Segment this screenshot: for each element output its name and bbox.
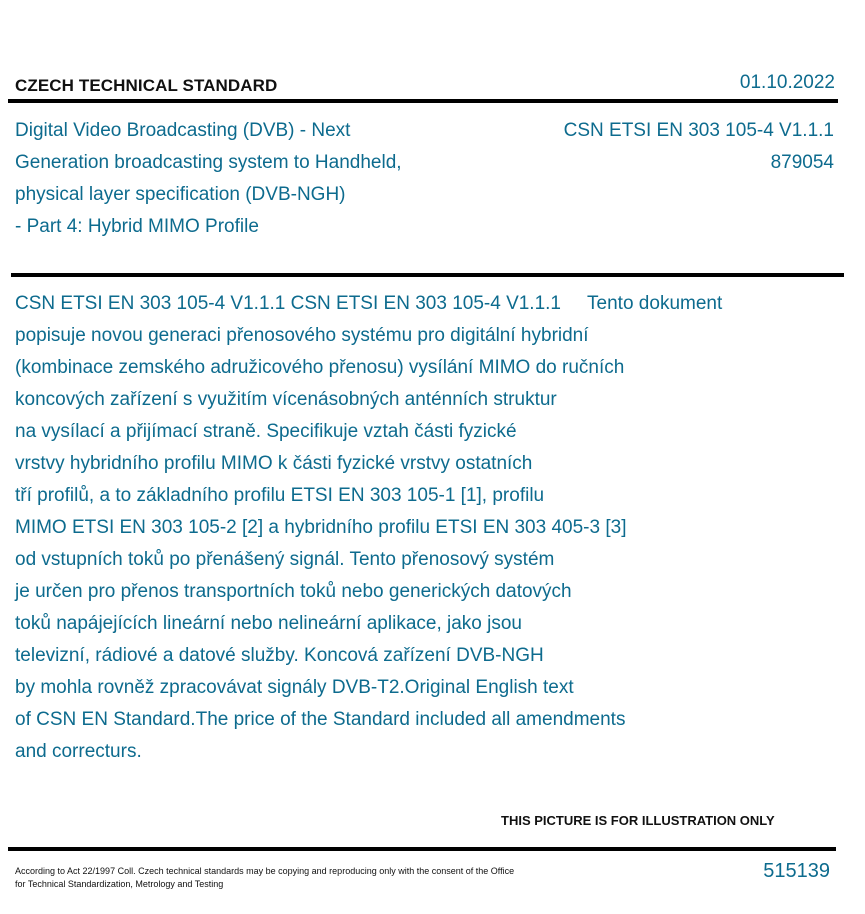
abstract-line: televizní, rádiové a datové služby. Koncová zařízení DVB-NGH xyxy=(15,645,544,666)
standard-title xyxy=(15,115,485,243)
abstract-line: od vstupních toků po přenášený signál. Tento přenosový systém xyxy=(15,549,555,570)
abstract-line: by mohla rovněž zpracovávat signály DVB-T2.Original English text xyxy=(15,677,574,698)
publication-date: 01.10.2022 xyxy=(739,72,835,93)
abstract-line: of CSN EN Standard.The price of the Standard included all amendments xyxy=(15,709,626,730)
header-divider xyxy=(8,99,838,103)
abstract-line: and correcturs. xyxy=(15,741,142,762)
abstract-line: MIMO ETSI EN 303 105-2 [2] a hybridního profilu ETSI EN 303 405-3 [3] xyxy=(15,517,627,538)
abstract-line: vrstvy hybridního profilu MIMO k části fyzické vrstvy ostatních xyxy=(15,453,533,474)
title-line: Digital Video Broadcasting (DVB) - Next xyxy=(15,120,351,141)
catalog-number: 879054 xyxy=(770,152,834,173)
legal-line: According to Act 22/1997 Coll. Czech technical standards may be copying and reproducing only with the consent of the Office xyxy=(15,866,515,876)
footer-divider xyxy=(8,847,836,851)
abstract-line: koncových zařízení s využitím vícenásobných anténních struktur xyxy=(15,389,557,410)
legal-line: for Technical Standardization, Metrology and Testing xyxy=(15,879,224,889)
title-line: physical layer specification (DVB-NGH) xyxy=(15,184,346,205)
standard-identifier xyxy=(564,115,834,179)
abstract-line: CSN ETSI EN 303 105-4 V1.1.1 CSN ETSI EN 303 105-4 V1.1.1 Tento dokument xyxy=(15,293,723,314)
abstract-line: tří profilů, a to základního profilu ETSI EN 303 105-1 [1], profilu xyxy=(15,485,545,506)
legal-notice xyxy=(15,865,514,891)
illustration-disclaimer: THIS PICTURE IS FOR ILLUSTRATION ONLY xyxy=(501,813,775,828)
abstract-line: (kombinace zemského adružicového přenosu) vysílání MIMO do ručních xyxy=(15,357,625,378)
abstract-line: je určen pro přenos transportních toků nebo generických datových xyxy=(15,581,572,602)
title-divider xyxy=(11,273,844,277)
document-type-label: CZECH TECHNICAL STANDARD xyxy=(15,76,278,95)
abstract-line: na vysílací a přijímací straně. Specifikuje vztah části fyzické xyxy=(15,421,517,442)
document-number: 515139 xyxy=(763,860,830,882)
title-line: Generation broadcasting system to Handheld, xyxy=(15,152,402,173)
abstract-line: popisuje novou generaci přenosového systému pro digitální hybridní xyxy=(15,325,589,346)
abstract-line: toků napájejících lineární nebo nelineární aplikace, jako jsou xyxy=(15,613,522,634)
title-line: - Part 4: Hybrid MIMO Profile xyxy=(15,216,259,237)
abstract-text xyxy=(15,288,855,768)
standard-code: CSN ETSI EN 303 105-4 V1.1.1 xyxy=(563,120,834,141)
